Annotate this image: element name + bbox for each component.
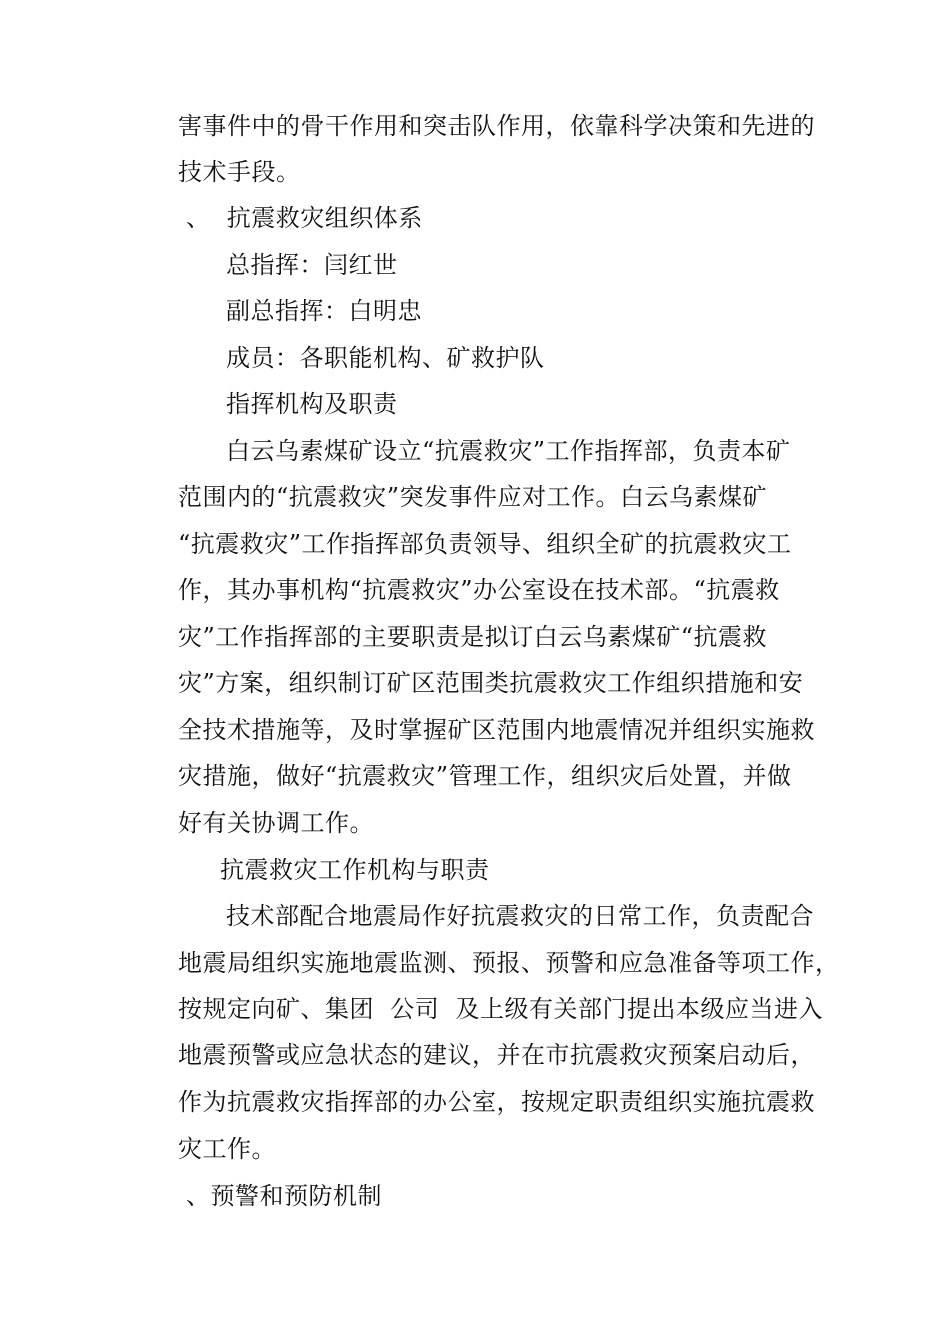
text-line: 作，其办事机构“抗震救灾”办公室设在技术部。“抗震救	[178, 576, 780, 604]
text-line: 灾”工作指挥部的主要职责是拟订白云乌素煤矿“抗震救	[178, 623, 768, 651]
text-line: 副总指挥：白明忠	[226, 297, 422, 325]
text-line: 作为抗震救灾指挥部的办公室，按规定职责组织实施抗震救	[178, 1088, 815, 1116]
text-line: 范围内的“抗震救灾”突发事件应对工作。白云乌素煤矿	[178, 483, 768, 511]
text-line: 灾工作。	[178, 1135, 276, 1163]
text-line: 白云乌素煤矿设立“抗震救灾”工作指挥部，负责本矿	[226, 437, 791, 465]
text-line: 技术手段。	[178, 158, 301, 186]
text-line: “抗震救灾”工作指挥部负责领导、组织全矿的抗震救灾工	[178, 530, 792, 558]
text-line: 地震局组织实施地震监测、预报、预警和应急准备等项工作，	[178, 949, 840, 977]
text-line: 技术部配合地震局作好抗震救灾的日常工作，负责配合	[226, 902, 814, 930]
section-heading: 、 抗震救灾组织体系	[186, 204, 423, 232]
text-line: 成员：各职能机构、矿救护队	[226, 344, 545, 372]
section-heading: 、预警和预防机制	[186, 1182, 382, 1210]
text-line: 害事件中的骨干作用和突击队作用，依靠科学决策和先进的	[178, 112, 815, 140]
text-line: 灾措施，做好“抗震救灾”管理工作，组织灾后处置，并做	[178, 762, 792, 790]
text-line: 总指挥：闫红世	[226, 251, 398, 279]
text-line: 灾”方案，组织制订矿区范围类抗震救灾工作组织措施和安	[178, 669, 804, 697]
text-line: 地震预警或应急状态的建议，并在市抗震救灾预案启动后，	[178, 1041, 815, 1069]
text-line: 全技术措施等，及时掌握矿区范围内地震情况并组织实施救	[178, 716, 815, 744]
subsection-heading: 抗震救灾工作机构与职责	[220, 856, 490, 884]
text-line: 好有关协调工作。	[178, 809, 374, 837]
subsection-heading: 指挥机构及职责	[226, 390, 398, 418]
text-line: 按规定向矿、集团 公司 及上级有关部门提出本级应当进入	[178, 995, 824, 1023]
